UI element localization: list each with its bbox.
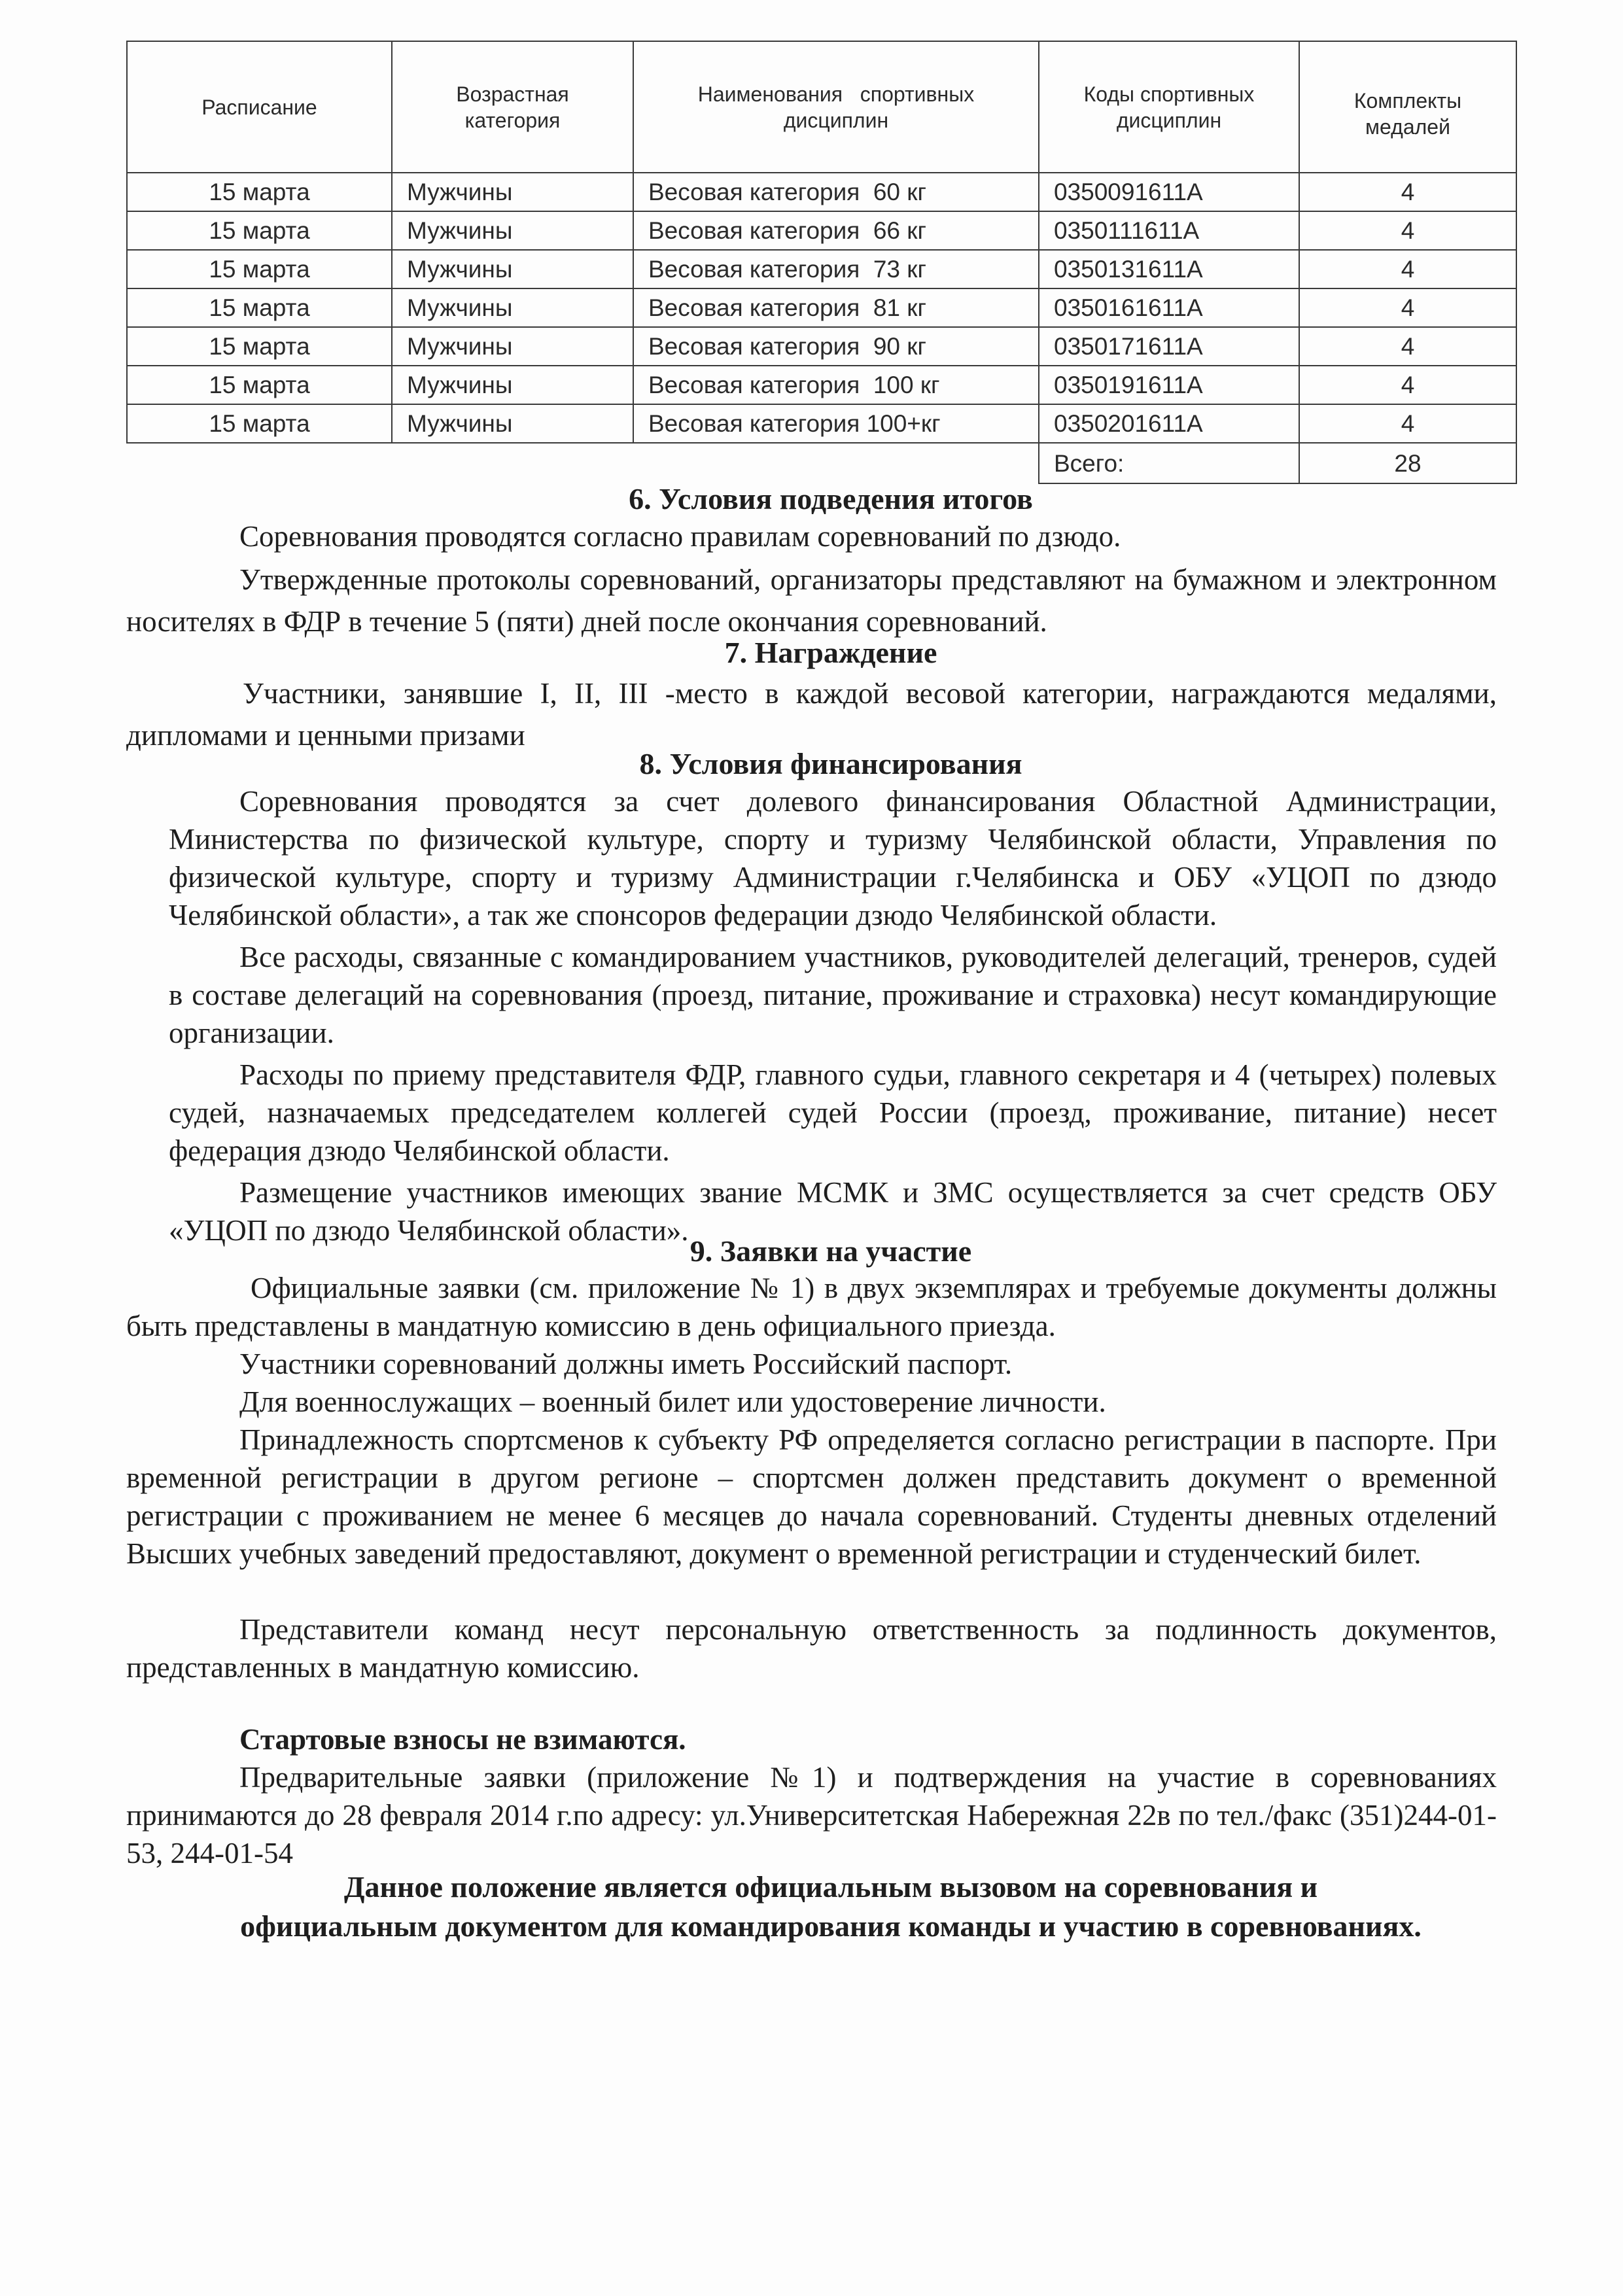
cell-discipline: Весовая категория 60 кг bbox=[633, 173, 1039, 211]
table-row bbox=[127, 211, 1516, 250]
cell-medals: 4 bbox=[1299, 211, 1516, 250]
cell-age: Мужчины bbox=[392, 366, 633, 404]
table-row bbox=[127, 173, 1516, 211]
cell-schedule: 15 марта bbox=[127, 404, 392, 443]
cell-code: 0350111611А bbox=[1039, 211, 1299, 250]
cell-schedule: 15 марта bbox=[127, 366, 392, 404]
section-6-body-2 bbox=[126, 559, 1497, 642]
cell-schedule: 15 марта bbox=[127, 327, 392, 366]
section-9-title: 9. Заявки на участие bbox=[689, 1234, 972, 1268]
cell-discipline: Весовая категория 90 кг bbox=[633, 327, 1039, 366]
table-row bbox=[127, 404, 1516, 443]
cell-age: Мужчины bbox=[392, 404, 633, 443]
section-7-title: 7. Награждение bbox=[724, 636, 937, 669]
section-9-body bbox=[126, 1269, 1497, 1686]
cell-discipline: Весовая категория 66 кг bbox=[633, 211, 1039, 250]
cell-code: 0350171611А bbox=[1039, 327, 1299, 366]
closing-statement-line-1: Данное положение является официальным вызовом на соревнования и bbox=[343, 1870, 1318, 1904]
closing-statement-line-2: официальным документом для командирования команды и участию в соревнованиях. bbox=[240, 1909, 1422, 1943]
medal-sets-table bbox=[126, 41, 1517, 484]
section-6-title: 6. Условия подведения итогов bbox=[629, 482, 1033, 515]
cell-age: Мужчины bbox=[392, 211, 633, 250]
cell-medals: 4 bbox=[1299, 404, 1516, 443]
table-row bbox=[127, 327, 1516, 366]
section-7-body bbox=[126, 672, 1497, 756]
preliminary-paragraph: Предварительные заявки (приложение №1) и подтверждения на участие в соревнованиях принимаются до 28 февраля 2014 г.по адресу: ул.Университетская Набережная 22в по тел./факс (351)244-01-53, 244-01-54 bbox=[126, 1761, 1497, 1870]
section-8-paragraph: Расходы по приему представителя ФДР, главного судьи, главного секретаря и 4 (четырех) полевых судей, назначаемых председателем коллегей судей России (проезд, проживание, питание) несет федерация дзюдо Челябинской области. bbox=[169, 1058, 1497, 1167]
cell-medals: 4 bbox=[1299, 250, 1516, 288]
section-6-paragraph: Соревнования проводятся согласно правилам соревнований по дзюдо. bbox=[239, 520, 1121, 553]
section-8-paragraph: Все расходы, связанные с командированием участников, руководителей делегаций, тренеров, судей в составе делегаций на соревнования (проезд, питание, проживание и страховка) несут командирующие организации. bbox=[169, 941, 1497, 1049]
section-9-paragraph: Принадлежность спортсменов к субъекту РФ определяется согласно регистрации в паспорте. При временной регистрации в другом регионе – спортсмен должен представить документ о временной регистрации с проживанием не менее 6 месяцев до начала соревнований. Студенты дневных отделений Высших учебных заведений предоставляют, документ о временной регистрации и студенческий билет. bbox=[126, 1423, 1497, 1570]
cell-code: 0350201611А bbox=[1039, 404, 1299, 443]
fees-note: Стартовые взносы не взимаются. bbox=[239, 1723, 686, 1756]
preliminary-applications bbox=[126, 1758, 1497, 1872]
cell-schedule: 15 марта bbox=[127, 250, 392, 288]
table-row bbox=[127, 250, 1516, 288]
section-8-paragraph: Размещение участников имеющих звание МСМК и ЗМС осуществляется за счет средств ОБУ «УЦОП по дзюдо Челябинской области». bbox=[169, 1176, 1497, 1247]
header-discipline-name: Наименования спортивных дисциплин bbox=[633, 41, 1039, 173]
cell-discipline: Весовая категория 81 кг bbox=[633, 288, 1039, 327]
section-6-body bbox=[169, 517, 1497, 555]
table-row bbox=[127, 288, 1516, 327]
cell-code: 0350161611А bbox=[1039, 288, 1299, 327]
cell-discipline: Весовая категория 73 кг bbox=[633, 250, 1039, 288]
section-9-paragraph: Официальные заявки (см. приложение № 1) в двух экземплярах и требуемые документы должны быть представлены в мандатную комиссию в день официального приезда. bbox=[126, 1272, 1497, 1342]
total-row-spacer bbox=[127, 443, 1039, 483]
header-discipline-code: Коды спортивных дисциплин bbox=[1039, 41, 1299, 173]
cell-medals: 4 bbox=[1299, 288, 1516, 327]
section-7-paragraph: Участники, занявшие I, II, III -место в каждой весовой категории, награждаются медалями, дипломами и ценными призами bbox=[126, 677, 1497, 752]
cell-age: Мужчины bbox=[392, 288, 633, 327]
cell-schedule: 15 марта bbox=[127, 288, 392, 327]
cell-age: Мужчины bbox=[392, 173, 633, 211]
section-8-title: 8. Условия финансирования bbox=[639, 747, 1022, 780]
header-age-category: Возрастная категория bbox=[392, 41, 633, 173]
cell-discipline: Весовая категория 100+кг bbox=[633, 404, 1039, 443]
table-total-row bbox=[127, 443, 1516, 483]
cell-code: 0350091611А bbox=[1039, 173, 1299, 211]
cell-code: 0350131611А bbox=[1039, 250, 1299, 288]
cell-code: 0350191611А bbox=[1039, 366, 1299, 404]
cell-discipline: Весовая категория 100 кг bbox=[633, 366, 1039, 404]
total-value: 28 bbox=[1299, 443, 1516, 483]
cell-medals: 4 bbox=[1299, 327, 1516, 366]
cell-age: Мужчины bbox=[392, 327, 633, 366]
cell-medals: 4 bbox=[1299, 173, 1516, 211]
section-9-paragraph: Участники соревнований должны иметь Российский паспорт. bbox=[239, 1348, 1013, 1380]
section-9-paragraph: Представители команд несут персональную ответственность за подлинность документов, представленных в мандатную комиссию. bbox=[126, 1613, 1497, 1684]
table-header-row bbox=[127, 41, 1516, 173]
cell-medals: 4 bbox=[1299, 366, 1516, 404]
header-schedule: Расписание bbox=[127, 41, 392, 173]
table-row bbox=[127, 366, 1516, 404]
cell-schedule: 15 марта bbox=[127, 211, 392, 250]
total-label: Всего: bbox=[1039, 443, 1299, 483]
section-9-paragraph: Для военнослужащих – военный билет или удостоверение личности. bbox=[239, 1385, 1106, 1418]
section-8-body bbox=[169, 782, 1497, 1249]
cell-age: Мужчины bbox=[392, 250, 633, 288]
section-6-paragraph: Утвержденные протоколы соревнований, организаторы представляют на бумажном и электронном носителях в ФДР в течение 5 (пяти) дней после окончания соревнований. bbox=[126, 563, 1497, 638]
header-medal-sets: Комплекты медалей bbox=[1299, 41, 1516, 173]
cell-schedule: 15 марта bbox=[127, 173, 392, 211]
section-8-paragraph: Соревнования проводятся за счет долевого финансирования Областной Администрации, Министерства по физической культуре, спорту и туризму Челябинской области, Управления по физической культуре, спорту и туризму Администрации г.Челябинска и ОБУ «УЦОП по дзюдо Челябинской области», а так же спонсоров федерации дзюдо Челябинской области. bbox=[169, 785, 1497, 931]
